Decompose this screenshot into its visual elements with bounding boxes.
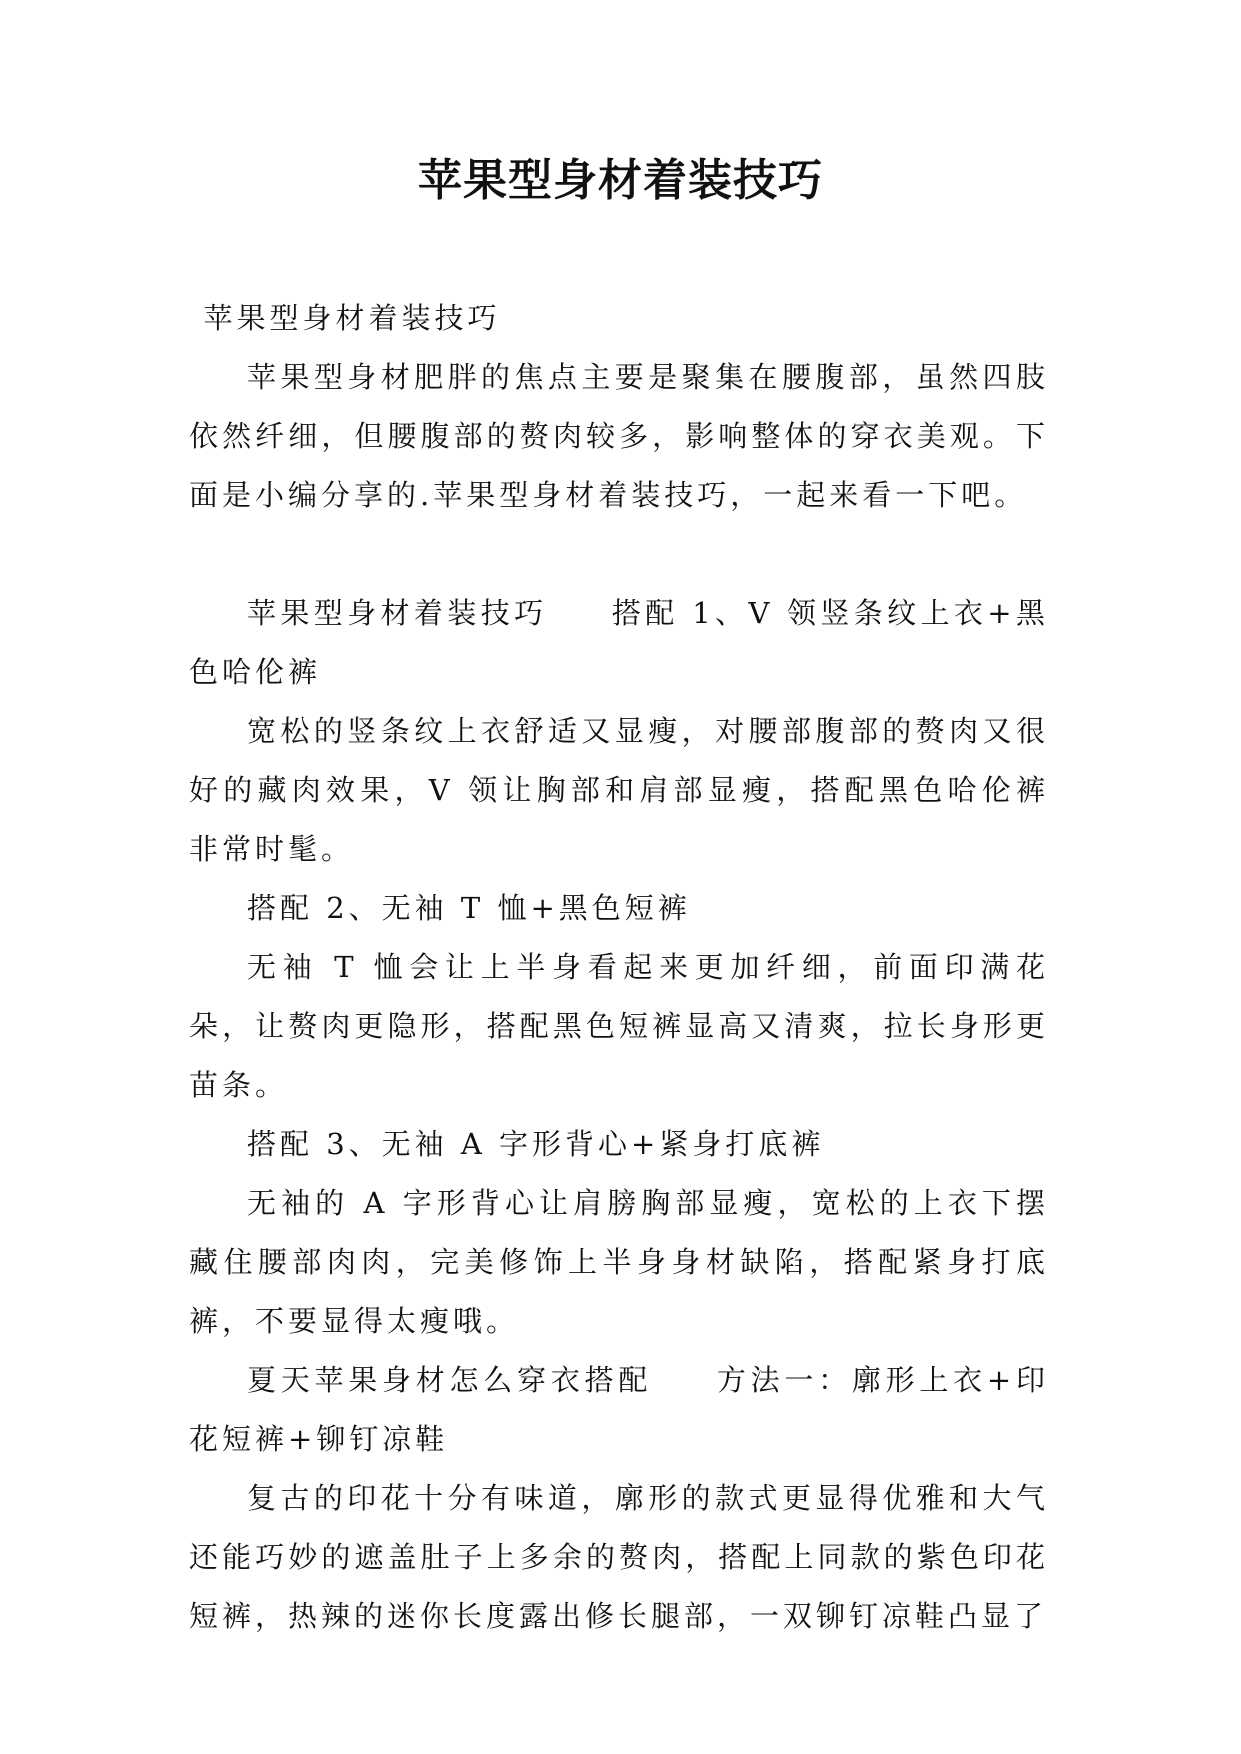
match3-title: 搭配 3、无袖 A 字形背心+紧身打底裤	[247, 1127, 825, 1161]
document-subtitle: 苹果型身材着装技巧	[203, 301, 501, 335]
section2-heading-paragraph	[189, 1351, 1049, 1469]
method1-paragraph: 复古的印花十分有味道，廓形的款式更显得优雅和大气还能巧妙的遮盖肚子上多余的赘肉，搭配上同款的紫色印花短裤，热辣的迷你长度露出修长腿部，一双铆钉凉鞋凸显了	[189, 1481, 1049, 1633]
section1-heading-paragraph	[189, 584, 1049, 702]
match3-paragraph: 无袖的 A 字形背心让肩膀胸部显瘦，宽松的上衣下摆藏住腰部肉肉，完美修饰上半身身材缺陷，搭配紧身打底裤，不要显得太瘦哦。	[189, 1186, 1049, 1338]
section1-heading: 苹果型身材着装技巧	[247, 596, 548, 630]
page-title: 苹果型身材着装技巧	[418, 155, 823, 206]
method1-title: 方法一：廓形上衣+印花短裤+铆钉凉鞋	[189, 1363, 1049, 1456]
section2-heading: 夏天苹果身材怎么穿衣搭配	[247, 1363, 653, 1397]
paragraph-spacer	[189, 525, 1049, 584]
match1-title: 搭配 1、V 领竖条纹上衣+黑色哈伦裤	[189, 596, 1049, 689]
document-body	[189, 289, 1049, 1646]
match2-paragraph: 无袖 T 恤会让上半身看起来更加纤细，前面印满花朵，让赘肉更隐形，搭配黑色短裤显高又清爽，拉长身形更苗条。	[189, 950, 1049, 1102]
match2-title: 搭配 2、无袖 T 恤+黑色短裤	[247, 891, 691, 925]
match1-paragraph: 宽松的竖条纹上衣舒适又显瘦，对腰部腹部的赘肉又很好的藏肉效果，V 领让胸部和肩部显瘦，搭配黑色哈伦裤非常时髦。	[189, 714, 1049, 866]
intro-paragraph: 苹果型身材肥胖的焦点主要是聚集在腰腹部，虽然四肢依然纤细，但腰腹部的赘肉较多，影响整体的穿衣美观。下面是小编分享的.苹果型身材着装技巧，一起来看一下吧。	[189, 360, 1049, 512]
